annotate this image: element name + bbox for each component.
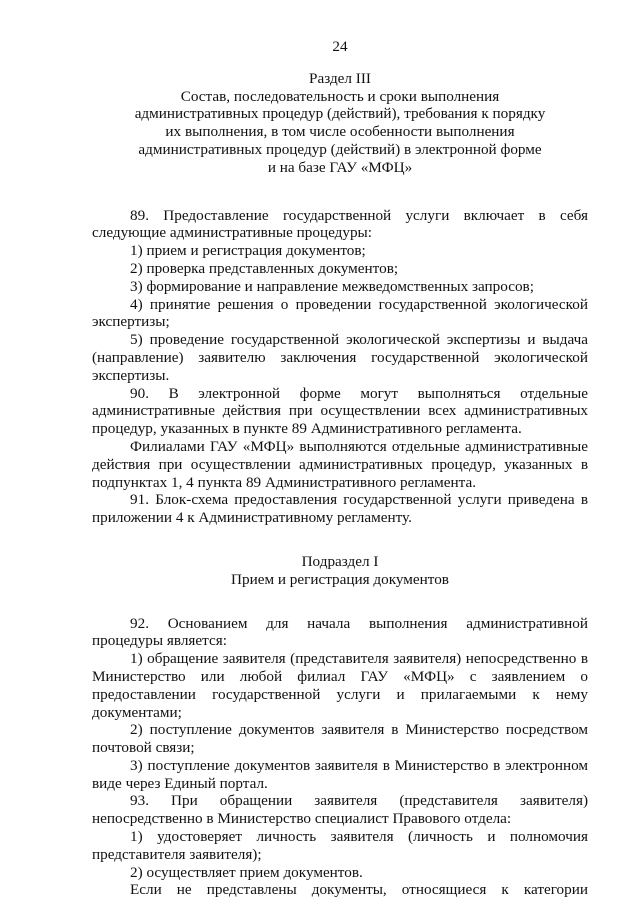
section-heading: [92, 70, 588, 177]
paragraph: 91. Блок-схема предоставления государственной услуги приведена в приложении 4 к Административному регламенту.: [92, 491, 588, 527]
paragraph: 2) осуществляет прием документов.: [130, 863, 363, 881]
section-title-line: их выполнения, в том числе особенности выполнения: [165, 123, 515, 141]
subsection-body: [92, 615, 588, 900]
document-page: [92, 38, 588, 899]
paragraph: 4) принятие решения о проведении государственной экологической экспертизы;: [92, 295, 588, 331]
spacer: [92, 527, 588, 553]
section-label: Раздел III: [309, 69, 371, 87]
paragraph: 1) удостоверяет личность заявителя (личность и полномочия представителя заявителя);: [92, 828, 588, 863]
subsection-title: Прием и регистрация документов: [231, 570, 449, 588]
paragraph: 89. Предоставление государственной услуги включает в себя следующие административные процедуры:: [92, 206, 588, 242]
section-title-line: Состав, последовательность и сроки выполнения: [180, 87, 500, 105]
spacer: [92, 177, 588, 207]
paragraph: 90. В электронной форме могут выполняться отдельные административные действия при осуществлении всех административных процедур, указанных в пункте 89 Административного регламента.: [92, 384, 588, 438]
subsection-label: Подраздел I: [301, 552, 379, 570]
paragraph: 92. Основанием для начала выполнения административной процедуры является:: [92, 614, 588, 650]
paragraph: 1) прием и регистрация документов;: [130, 242, 366, 260]
paragraph: Филиалами ГАУ «МФЦ» выполняются отдельные административные действия при осуществлении административных процедур, указанных в подпунктах 1, 4 пункта 89 Административного регламента.: [92, 437, 588, 491]
paragraph: 93. При обращении заявителя (представителя заявителя) непосредственно в Министерство специалист Правового отдела:: [92, 792, 588, 828]
spacer: [92, 589, 588, 615]
section-title-line: административных процедур (действий) в электронной форме: [138, 140, 542, 158]
section-title-line: административных процедур (действий), требования к порядку: [134, 105, 546, 123]
section-title-line: и на базе ГАУ «МФЦ»: [267, 158, 413, 176]
paragraph: 3) поступление документов заявителя в Министерство в электронном виде через Единый портал.: [92, 756, 588, 792]
paragraph: 5) проведение государственной экологической экспертизы и выдача (направление) заявителю заключения государственной экологической экспертизы.: [92, 331, 588, 384]
page-number: 24: [332, 38, 348, 55]
paragraph: Если не представлены документы, относящиеся к категории: [130, 881, 588, 899]
paragraph: 2) поступление документов заявителя в Министерство посредством почтовой связи;: [92, 721, 588, 757]
subsection-heading: [92, 553, 588, 589]
paragraph: 3) формирование и направление межведомственных запросов;: [130, 277, 534, 295]
paragraph: 2) проверка представленных документов;: [130, 259, 399, 277]
paragraph: 1) обращение заявителя (представителя заявителя) непосредственно в Министерство или любой филиал ГАУ «МФЦ» с заявлением о предоставлении государственной услуги и прилагаемыми к нему документами;: [92, 650, 588, 721]
section-body: [92, 207, 588, 527]
